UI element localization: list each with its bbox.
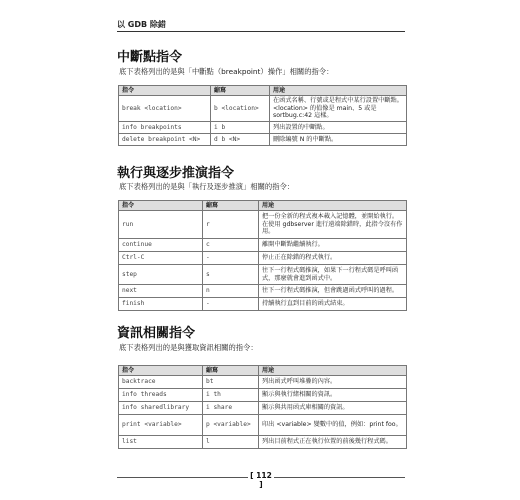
footer-rule-left: [117, 477, 248, 478]
table-row: [119, 122, 407, 134]
purpose-cell: 停止正在除錯的程式執行。: [259, 252, 407, 265]
purpose-cell: 印出 <variable> 變數中的值，例如：print foo。: [259, 415, 407, 436]
abbreviation-cell: s: [203, 265, 259, 285]
command-cell: Ctrl-C: [119, 252, 203, 265]
purpose-cell: 往下一行程式碼推演，但會跳過函式呼叫的過程。: [259, 285, 407, 298]
column-header-purpose: 用途: [259, 366, 407, 376]
abbreviation-cell: p <variable>: [203, 415, 259, 436]
section-title-execution: 執行與逐步推演指令: [117, 166, 235, 181]
abbreviation-cell: n: [203, 285, 259, 298]
table-row: [119, 96, 407, 122]
column-header-purpose: 用途: [259, 201, 407, 211]
column-header-abbreviation: 縮寫: [203, 201, 259, 211]
command-cell: print <variable>: [119, 415, 203, 436]
breakpoint-commands-table: [118, 85, 407, 146]
table-row: [119, 376, 407, 389]
abbreviation-cell: i th: [203, 389, 259, 402]
table-row: [119, 134, 407, 146]
command-cell: info breakpoints: [119, 122, 211, 134]
command-cell: finish: [119, 298, 203, 311]
section-title-information: 資訊相關指令: [117, 326, 196, 341]
abbreviation-cell: i b: [211, 122, 270, 134]
column-header-abbreviation: 縮寫: [211, 86, 270, 96]
table-row: [119, 402, 407, 415]
column-header-abbreviation: 縮寫: [203, 366, 259, 376]
purpose-cell: 往下一行程式碼推演，如果下一行程式碼是呼叫函式，那麼就會進到函式中。: [259, 265, 407, 285]
header-rule: [117, 31, 405, 32]
table-row: [119, 298, 407, 311]
purpose-cell: 刪除編號 N 的中斷點。: [270, 134, 407, 146]
command-cell: list: [119, 436, 203, 449]
command-cell: next: [119, 285, 203, 298]
abbreviation-cell: -: [203, 298, 259, 311]
purpose-cell: 列出目前程式正在執行位置的前後幾行程式碼。: [259, 436, 407, 449]
abbreviation-cell: c: [203, 239, 259, 252]
abbreviation-cell: i share: [203, 402, 259, 415]
column-header-command: 指令: [119, 201, 203, 211]
section-title-breakpoints: 中斷點指令: [117, 50, 183, 65]
command-cell: info threads: [119, 389, 203, 402]
abbreviation-cell: l: [203, 436, 259, 449]
table-row: [119, 285, 407, 298]
purpose-cell: 離開中斷點繼續執行。: [259, 239, 407, 252]
purpose-cell: 顯示與執行緒相關的資訊。: [259, 389, 407, 402]
command-cell: continue: [119, 239, 203, 252]
command-cell: delete breakpoint <N>: [119, 134, 211, 146]
table-row: [119, 436, 407, 449]
execution-commands-table: [118, 200, 407, 311]
footer-rule-right: [274, 477, 405, 478]
table-header-row: [119, 201, 407, 211]
column-header-command: 指令: [119, 366, 203, 376]
abbreviation-cell: -: [203, 252, 259, 265]
information-commands-table: [118, 365, 407, 449]
command-cell: run: [119, 211, 203, 239]
abbreviation-cell: r: [203, 211, 259, 239]
section-description-breakpoints: 底下表格列出的是與「中斷點（breakpoint）操作」相關的指令：: [119, 67, 334, 76]
table-header-row: [119, 86, 407, 96]
column-header-purpose: 用途: [270, 86, 407, 96]
purpose-cell: 列出函式呼叫堆疊的內容。: [259, 376, 407, 389]
table-row: [119, 239, 407, 252]
column-header-command: 指令: [119, 86, 211, 96]
table-row: [119, 389, 407, 402]
table-header-row: [119, 366, 407, 376]
purpose-cell: 持續執行直到目前的函式結束。: [259, 298, 407, 311]
abbreviation-cell: bt: [203, 376, 259, 389]
command-cell: info sharedlibrary: [119, 402, 203, 415]
table-row: [119, 211, 407, 239]
purpose-cell: 在函式名稱、行號或是程式中某行設置中斷點。<location> 的值像是 main、5 或是 sortbug.c:42 這樣。: [270, 96, 407, 122]
purpose-cell: 列出設置的中斷點。: [270, 122, 407, 134]
table-row: [119, 252, 407, 265]
table-row: [119, 265, 407, 285]
command-cell: break <location>: [119, 96, 211, 122]
abbreviation-cell: d b <N>: [211, 134, 270, 146]
running-title: 以 GDB 除錯: [117, 20, 166, 29]
purpose-cell: 把一份全新的程式複本載入記憶體，並開始執行。在使用 gdbserver 進行遠端除錯時，此指令沒有作用。: [259, 211, 407, 239]
command-cell: step: [119, 265, 203, 285]
command-cell: backtrace: [119, 376, 203, 389]
table-row: [119, 415, 407, 436]
page-number: [ 112 ]: [250, 471, 272, 489]
purpose-cell: 顯示與共用函式庫相關的資訊。: [259, 402, 407, 415]
abbreviation-cell: b <location>: [211, 96, 270, 122]
section-description-information: 底下表格列出的是與獲取資訊相關的指令：: [119, 343, 258, 352]
section-description-execution: 底下表格列出的是與「執行及逐步推演」相關的指令：: [119, 182, 295, 191]
